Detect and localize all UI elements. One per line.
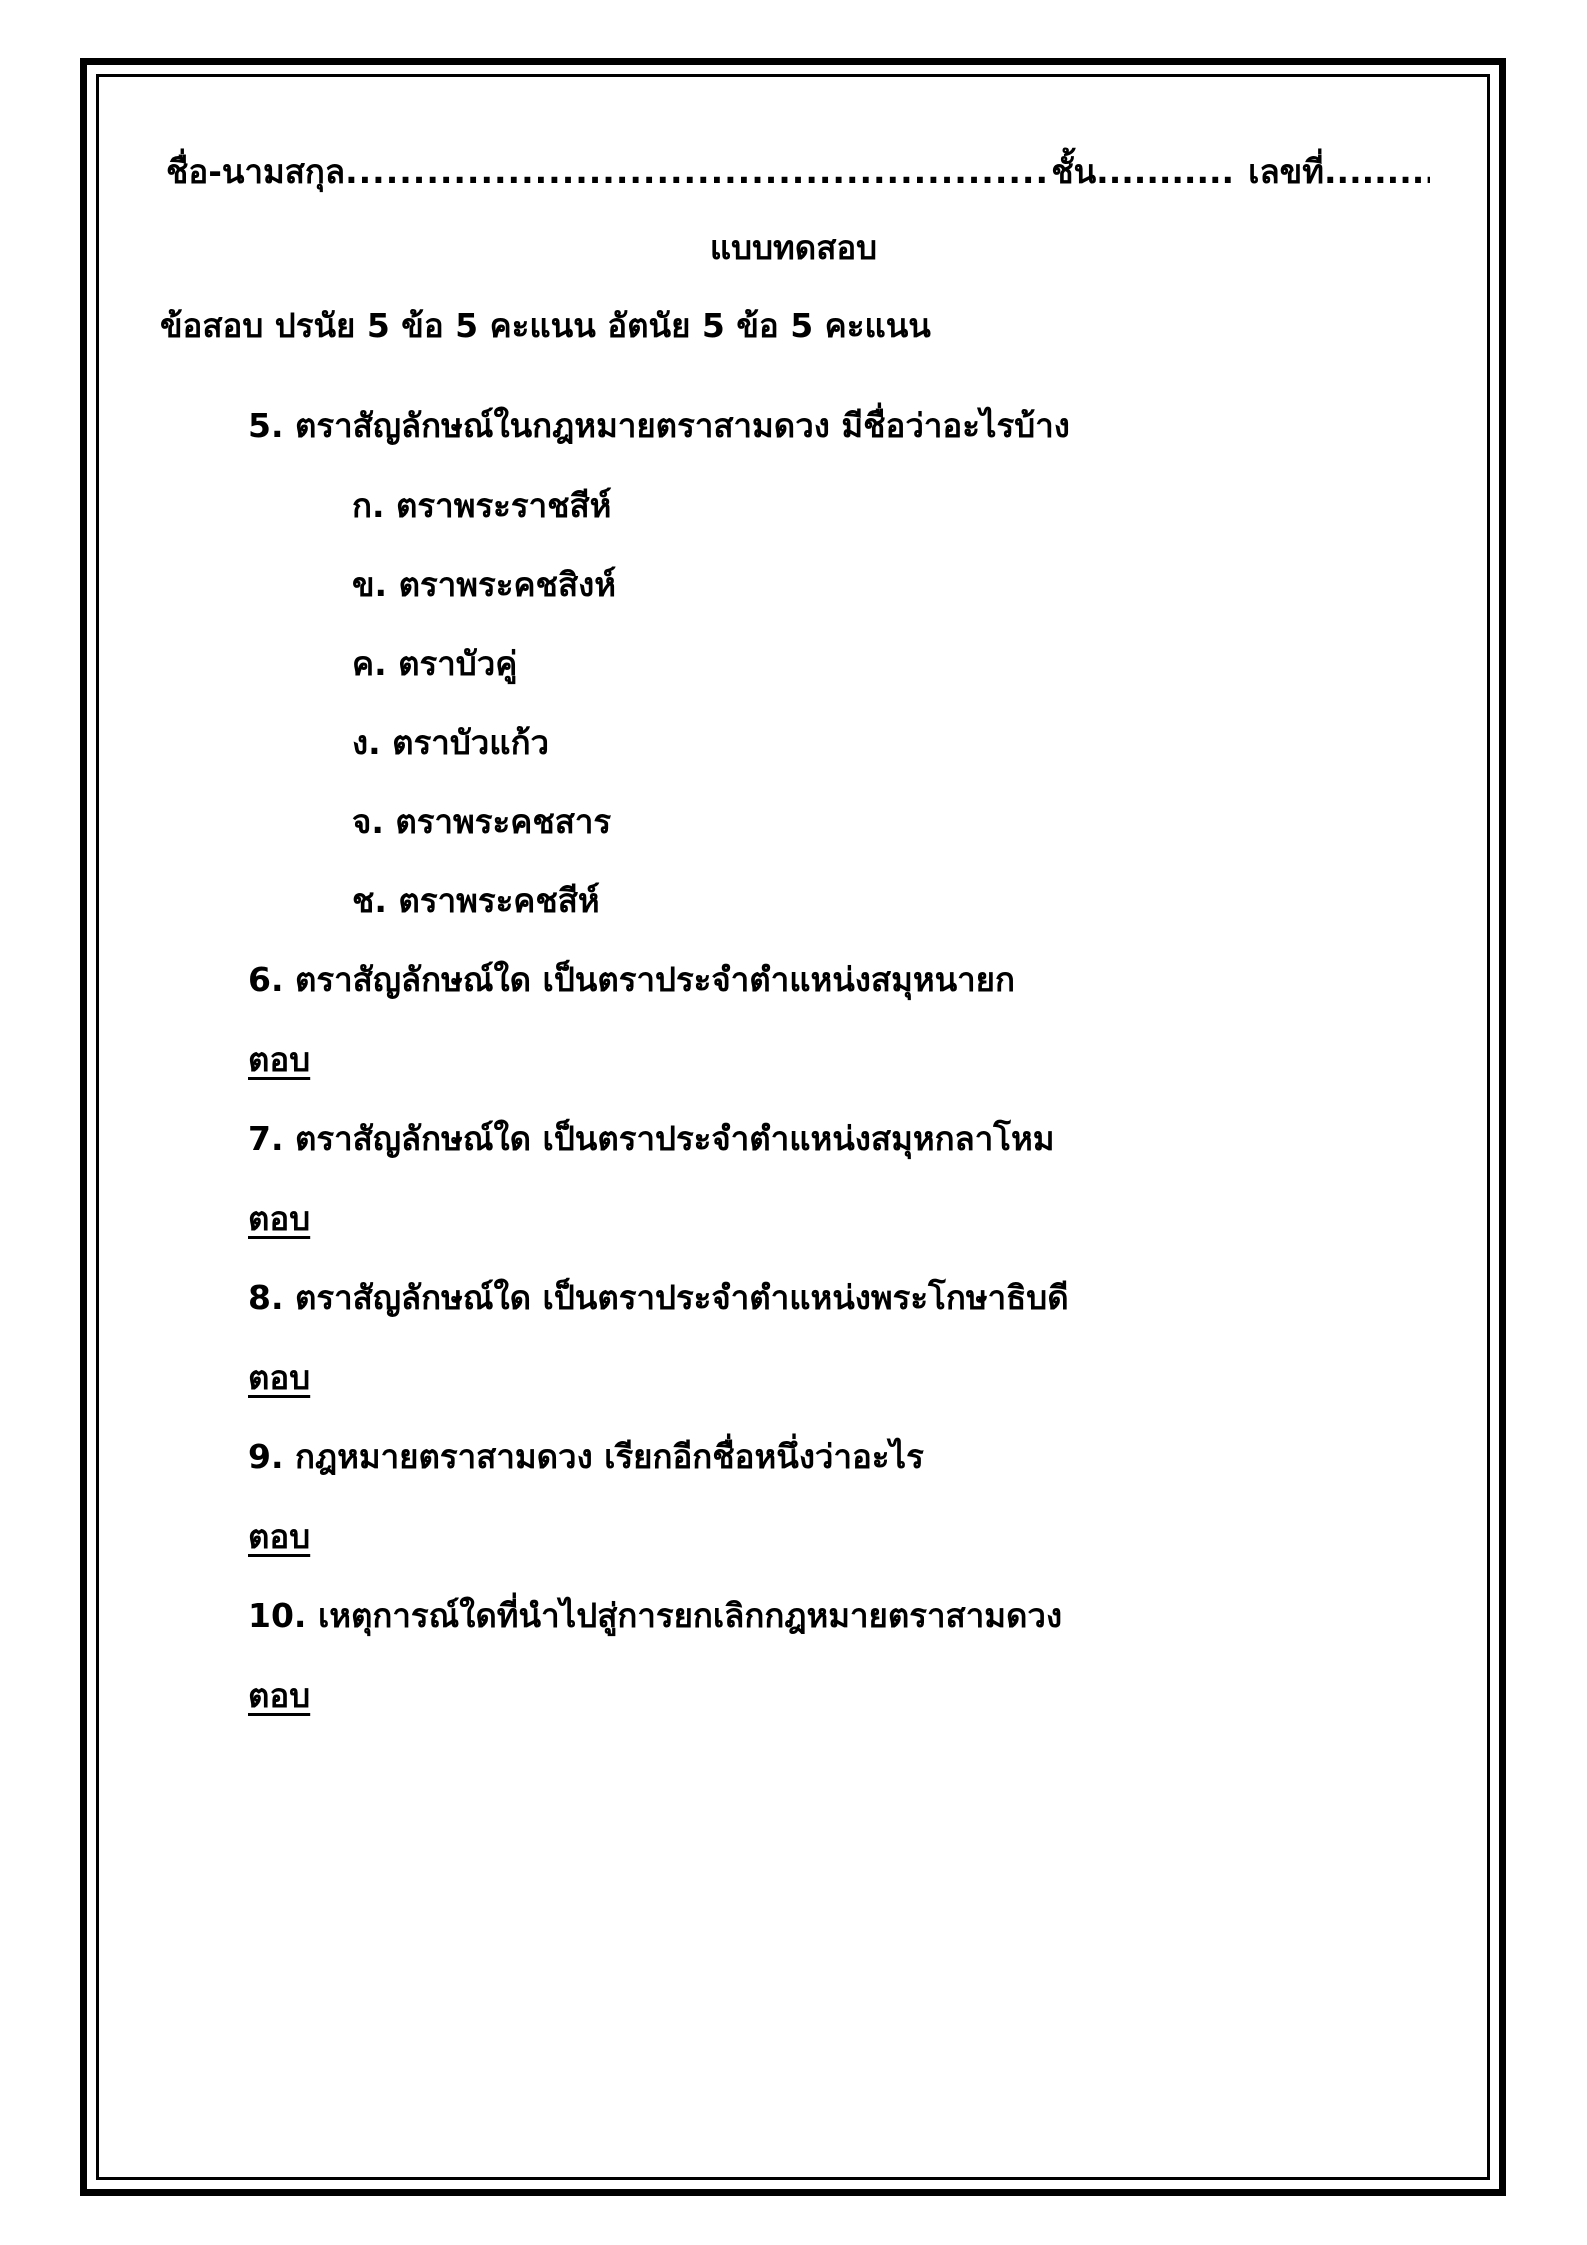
student-info-line xyxy=(166,150,1430,194)
question-7: 7. ตราสัญลักษณ์ใด เป็นตราประจำตำแหน่งสมุหกลาโหม xyxy=(248,1119,1055,1158)
answer-label-10: ตอบ xyxy=(248,1676,311,1715)
answer-label-6: ตอบ xyxy=(248,1040,311,1079)
question-5-option-3: ค. ตราบัวคู่ xyxy=(352,644,518,683)
question-10: 10. เหตุการณ์ใดที่นำไปสู่การยกเลิกกฎหมายตราสามดวง xyxy=(248,1596,1063,1635)
number-label: เลขที่ xyxy=(1248,152,1324,191)
question-5-option-1: ก. ตราพระราชสีห์ xyxy=(352,486,612,525)
page-title: แบบทดสอบ xyxy=(709,228,878,267)
question-6: 6. ตราสัญลักษณ์ใด เป็นตราประจำตำแหน่งสมุหนายก xyxy=(248,960,1015,999)
question-5: 5. ตราสัญลักษณ์ในกฎหมายตราสามดวง มีชื่อว่าอะไรบ้าง xyxy=(248,406,1070,445)
answer-label-8: ตอบ xyxy=(248,1358,311,1397)
name-label: ชื่อ-นามสกุล xyxy=(166,152,346,191)
question-5-option-5: จ. ตราพระคชสาร xyxy=(352,802,612,841)
question-5-option-4: ง. ตราบัวแก้ว xyxy=(352,723,550,762)
class-label: ชั้น xyxy=(1051,152,1097,191)
answer-label-7: ตอบ xyxy=(248,1199,311,1238)
answer-label-9: ตอบ xyxy=(248,1517,311,1556)
exam-instructions: ข้อสอบ ปรนัย 5 ข้อ 5 คะแนน อัตนัย 5 ข้อ 5 คะแนน xyxy=(160,306,931,345)
question-5-option-2: ข. ตราพระคชสิงห์ xyxy=(352,565,616,604)
question-9: 9. กฎหมายตราสามดวง เรียกอีกชื่อหนึ่งว่าอะไร xyxy=(248,1437,924,1476)
name-fill-line xyxy=(345,150,1045,194)
question-5-option-6: ช. ตราพระคชสีห์ xyxy=(352,881,600,920)
question-8: 8. ตราสัญลักษณ์ใด เป็นตราประจำตำแหน่งพระโกษาธิบดี xyxy=(248,1278,1069,1317)
number-fill-line xyxy=(1324,150,1430,194)
class-fill-line xyxy=(1096,150,1234,194)
